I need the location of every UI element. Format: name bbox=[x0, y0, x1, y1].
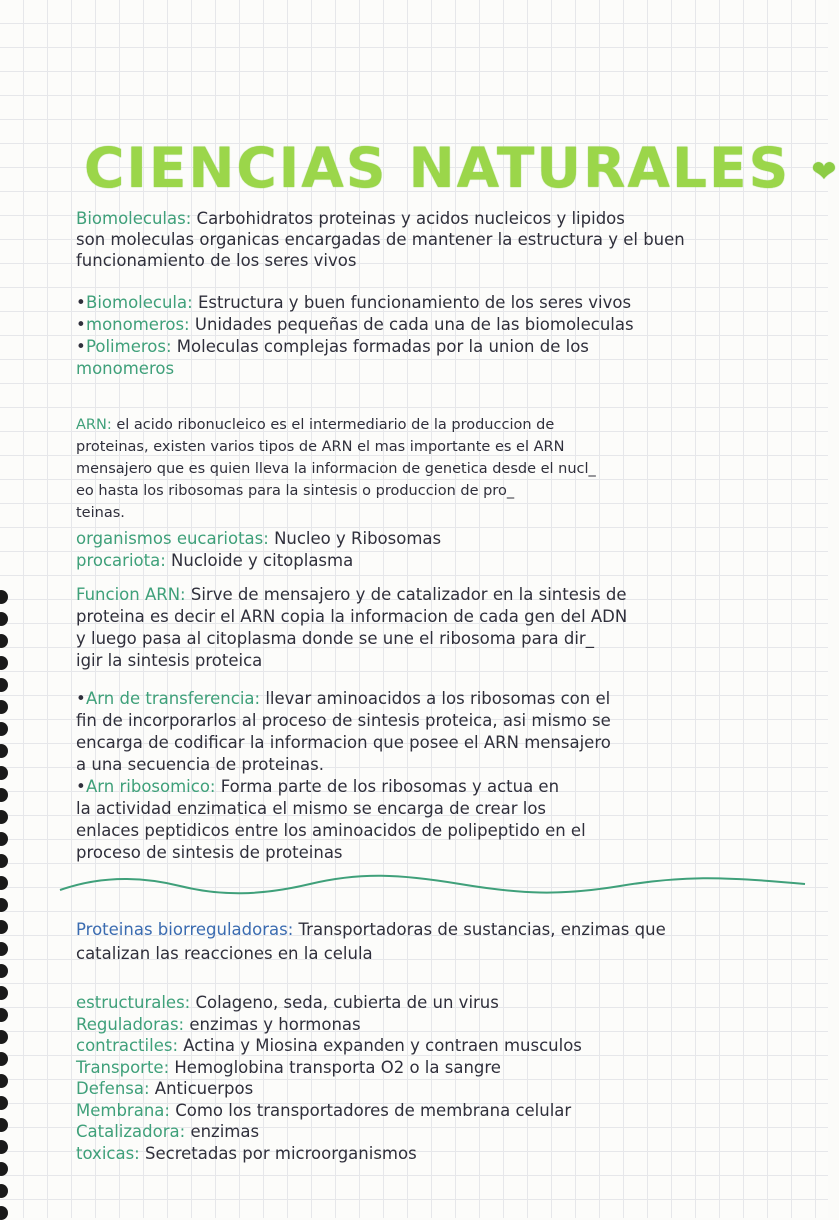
spiral-ring bbox=[0, 942, 8, 956]
biomoleculas-label: Biomoleculas: bbox=[76, 209, 192, 228]
protein-type-label: Reguladoras: bbox=[76, 1014, 185, 1034]
spiral-ring bbox=[0, 1030, 8, 1044]
arn-text-line: proteinas, existen varios tipos de ARN el mas importante es el ARN bbox=[76, 439, 565, 455]
protein-type-label: Defensa: bbox=[76, 1079, 150, 1098]
biomoleculas-text-line: son moleculas organicas encargadas de mantener la estructura y el buen bbox=[76, 230, 685, 249]
arn-text-line: mensajero que es quien lleva la informacion de genetica desde el nucl_ bbox=[76, 461, 596, 477]
list-item: •monomeros: Unidades pequeñas de cada una de las biomoleculas bbox=[76, 315, 634, 334]
spiral-ring bbox=[0, 986, 8, 1000]
arn-type-label: Arn ribosomico: bbox=[86, 777, 216, 796]
funcion-arn-label: Funcion ARN: bbox=[76, 585, 186, 604]
protein-type-label: toxicas: bbox=[76, 1143, 140, 1163]
proteinas-label: Proteinas biorreguladoras: bbox=[76, 920, 294, 939]
list-item bbox=[76, 358, 806, 380]
spiral-ring bbox=[0, 1206, 8, 1220]
protein-types-list bbox=[76, 992, 806, 1164]
spiral-ring bbox=[0, 788, 8, 802]
protein-type-text: Anticuerpos bbox=[154, 1079, 254, 1098]
arn-text-line: eo hasta los ribosomas para la sintesis o produccion de pro_ bbox=[76, 483, 515, 499]
list-item bbox=[76, 1057, 806, 1079]
arn-text-line: teinas. bbox=[76, 505, 125, 521]
protein-type-text: Secretadas por microorganismos bbox=[145, 1143, 417, 1163]
spiral-ring bbox=[0, 656, 8, 670]
biomoleculas-section bbox=[76, 208, 806, 271]
definition-text: Estructura y buen funcionamiento de los seres vivos bbox=[197, 293, 632, 312]
list-item bbox=[76, 1014, 806, 1036]
protein-type-label: estructurales: bbox=[76, 993, 191, 1012]
spiral-ring bbox=[0, 1096, 8, 1110]
list-item: •Polimeros: Moleculas complejas formadas por la union de los bbox=[76, 337, 589, 356]
arn-type-text-line: fin de incorporarlos al proceso de sintesis proteica, asi mismo se bbox=[76, 711, 611, 730]
spiral-ring bbox=[0, 920, 8, 934]
protein-type-text: Colageno, seda, cubierta de un virus bbox=[195, 993, 499, 1012]
spiral-ring bbox=[0, 898, 8, 912]
proteinas-text-line: Transportadoras de sustancias, enzimas que bbox=[298, 920, 666, 939]
spiral-ring bbox=[0, 1140, 8, 1154]
arn-type-text-line: Forma parte de los ribosomas y actua en bbox=[220, 777, 560, 796]
spiral-ring bbox=[0, 810, 8, 824]
protein-type-text: Como los transportadores de membrana celular bbox=[175, 1100, 572, 1120]
arn-type-text-line: enlaces peptidicos entre los aminoacidos de polipeptido en el bbox=[76, 821, 586, 840]
list-item bbox=[76, 992, 806, 1014]
funcion-arn-text-line: Sirve de mensajero y de catalizador en la sintesis de bbox=[190, 585, 627, 604]
arn-type-text-line: a una secuencia de proteinas. bbox=[76, 755, 324, 774]
list-item bbox=[76, 1143, 806, 1165]
funcion-arn-text-line: proteina es decir el ARN copia la informacion de cada gen del ADN bbox=[76, 607, 628, 626]
definition-text: Unidades pequeñas de cada una de las biomoleculas bbox=[194, 315, 634, 334]
definition-label: Biomolecula: bbox=[86, 293, 193, 312]
organismo-label: organismos eucariotas: bbox=[76, 529, 269, 548]
spiral-ring bbox=[0, 700, 8, 714]
arn-type-text-line: proceso de sintesis de proteinas bbox=[76, 843, 343, 862]
proteinas-section bbox=[76, 918, 806, 966]
spiral-ring bbox=[0, 1184, 8, 1198]
protein-type-label: Membrana: bbox=[76, 1100, 170, 1120]
funcion-arn-text-line: igir la sintesis proteica bbox=[76, 651, 263, 670]
spiral-ring bbox=[0, 590, 8, 604]
spiral-ring bbox=[0, 1074, 8, 1088]
list-item bbox=[76, 1121, 806, 1143]
list-item: •Arn ribosomico: Forma parte de los ribosomas y actua en bbox=[76, 777, 560, 796]
spiral-ring bbox=[0, 964, 8, 978]
protein-type-text: enzimas y hormonas bbox=[189, 1014, 361, 1034]
definition-text: Moleculas complejas formadas por la union de los bbox=[176, 337, 589, 356]
arn-text-line: el acido ribonucleico es el intermediario de la produccion de bbox=[116, 417, 555, 433]
definition-label: monomeros: bbox=[86, 315, 190, 334]
page-title: CIENCIAS NATURALES ❤ bbox=[84, 136, 839, 200]
spiral-ring bbox=[0, 612, 8, 626]
spiral-ring bbox=[0, 722, 8, 736]
spiral-ring bbox=[0, 1008, 8, 1022]
biomoleculas-text-line: Carbohidratos proteinas y acidos nucleicos y lipidos bbox=[196, 209, 625, 228]
list-item bbox=[76, 1078, 806, 1100]
spiral-ring bbox=[0, 678, 8, 692]
list-item: •Arn de transferencia: llevar aminoacidos a los ribosomas con el bbox=[76, 689, 611, 708]
organismo-label: procariota: bbox=[76, 551, 166, 570]
arn-type-label: Arn de transferencia: bbox=[86, 689, 261, 708]
spiral-ring bbox=[0, 854, 8, 868]
arn-label: ARN: bbox=[76, 417, 112, 433]
protein-type-text: enzimas bbox=[190, 1122, 260, 1141]
spiral-ring bbox=[0, 876, 8, 890]
protein-type-label: Catalizadora: bbox=[76, 1122, 186, 1141]
arn-types-list bbox=[76, 688, 806, 864]
list-item bbox=[76, 1100, 806, 1122]
proteinas-text-line: catalizan las reacciones en la celula bbox=[76, 944, 373, 963]
organismos-section bbox=[76, 528, 806, 572]
arn-type-text-line: la actividad enzimatica el mismo se encarga de crear los bbox=[76, 799, 547, 818]
arn-type-text-line: encarga de codificar la informacion que posee el ARN mensajero bbox=[76, 733, 611, 752]
list-item bbox=[76, 550, 806, 572]
funcion-arn-text-line: y luego pasa al citoplasma donde se une el ribosoma para dir_ bbox=[76, 629, 594, 648]
definition-text: monomeros bbox=[76, 359, 175, 378]
organismo-text: Nucleo y Ribosomas bbox=[274, 529, 442, 548]
wavy-divider bbox=[60, 872, 805, 898]
protein-type-label: contractiles: bbox=[76, 1036, 179, 1055]
spiral-ring bbox=[0, 832, 8, 846]
protein-type-text: Hemoglobina transporta O2 o la sangre bbox=[174, 1057, 501, 1077]
spiral-ring bbox=[0, 634, 8, 648]
arn-type-text-line: llevar aminoacidos a los ribosomas con el bbox=[265, 689, 611, 708]
spiral-ring bbox=[0, 1162, 8, 1176]
spiral-ring bbox=[0, 1118, 8, 1132]
spiral-ring bbox=[0, 1052, 8, 1066]
protein-type-label: Transporte: bbox=[76, 1057, 170, 1077]
definitions-list bbox=[76, 292, 806, 380]
list-item: •Biomolecula: Estructura y buen funcionamiento de los seres vivos bbox=[76, 293, 632, 312]
biomoleculas-text-line: funcionamiento de los seres vivos bbox=[76, 251, 357, 270]
organismo-text: Nucloide y citoplasma bbox=[171, 551, 354, 570]
protein-type-text: Actina y Miosina expanden y contraen musculos bbox=[183, 1036, 582, 1055]
list-item bbox=[76, 1035, 806, 1057]
spiral-ring bbox=[0, 744, 8, 758]
definition-label: Polimeros: bbox=[86, 337, 172, 356]
heart-icon: ❤ bbox=[811, 154, 839, 190]
spiral-ring bbox=[0, 766, 8, 780]
funcion-arn-section bbox=[76, 584, 806, 672]
list-item bbox=[76, 528, 806, 550]
arn-section bbox=[76, 414, 806, 524]
